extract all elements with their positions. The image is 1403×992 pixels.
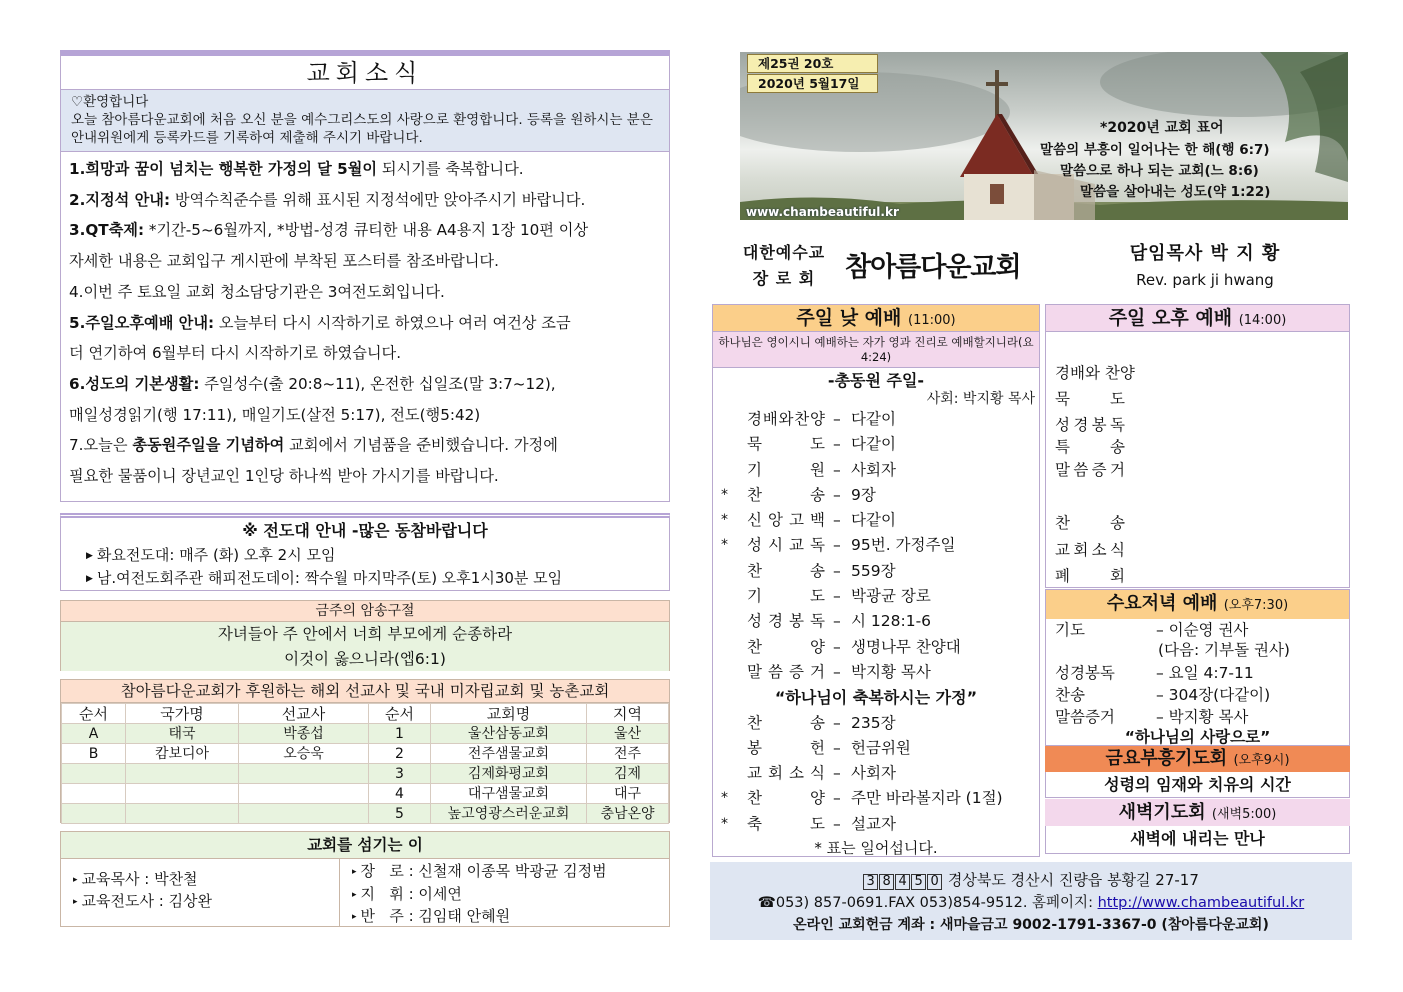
wednesday-row: (다음: 기부돌 권사) bbox=[1158, 641, 1290, 659]
senior-pastor: 담임목사 박 지 황 Rev. park ji hwang bbox=[1129, 243, 1281, 289]
news-item-1: 1.희망과 꿈이 넘치는 행복한 가정의 달 5월이 되시기를 축복합니다. bbox=[69, 160, 524, 178]
motto-line: 말씀의 부흥이 일어나는 한 해(행 6:7) bbox=[1040, 142, 1270, 158]
standing-mark: * bbox=[721, 790, 728, 807]
order-row: * 신 앙 고 백 – 다같이 bbox=[713, 508, 1039, 533]
afternoon-order-item: 말 씀 증 거 bbox=[1055, 461, 1125, 479]
church-address: 3 8 4 5 0 경상북도 경산시 진량읍 봉황길 27-17 bbox=[710, 868, 1352, 892]
order-item-name: 축 도 bbox=[747, 814, 825, 833]
order-item-name: 기 원 bbox=[747, 460, 825, 479]
welcome-heading: ♡환영합니다 bbox=[71, 94, 149, 110]
order-item-value: 559장 bbox=[851, 561, 896, 580]
bullet-triangle-icon: ▸ bbox=[73, 875, 78, 885]
order-row: 찬 송 – 235장 bbox=[713, 711, 1039, 736]
table-row: 5 높고영광스러운교회 충남온양 bbox=[62, 804, 669, 824]
order-item-name: 기 도 bbox=[747, 587, 825, 606]
friday-prayer-title: 금요부흥기도회 (오후9시) bbox=[1045, 746, 1350, 772]
dawn-prayer-title: 새벽기도회 (새벽5:00) bbox=[1045, 799, 1350, 826]
order-item-name: 경 배 와 찬 양 bbox=[747, 410, 825, 428]
news-item-5: 5.주일오후예배 안내: 오늘부터 다시 시작하기로 하였으나 여러 여건상 조금 bbox=[69, 313, 571, 332]
order-item-name: 교 회 소 식 bbox=[747, 764, 825, 783]
wednesday-row: 찬송 – 304장(다같이) bbox=[1055, 686, 1271, 704]
sunday-morning-title: 주일 낮 예배 (11:00) bbox=[713, 305, 1039, 332]
bullet-triangle-icon: ▸ bbox=[352, 889, 357, 900]
order-row: 교 회 소 식 – 사회자 bbox=[713, 761, 1039, 786]
standing-mark: * bbox=[721, 512, 728, 529]
order-row: 찬 송 – 559장 bbox=[713, 559, 1039, 584]
order-row: * 찬 송 – 9장 bbox=[713, 483, 1039, 508]
order-item-value: 헌금위원 bbox=[851, 738, 911, 757]
order-item-name: 말 씀 증 거 bbox=[747, 662, 825, 681]
news-item-3: 3.QT축제: *기간-5~6월까지, *방법-성경 큐티한 내용 A4용지 1장 10편 이상 bbox=[69, 221, 589, 240]
footer-contact bbox=[710, 862, 1352, 940]
order-item-value: 사회자 bbox=[851, 764, 896, 783]
welcome-message bbox=[61, 90, 669, 152]
order-item-value: 9장 bbox=[851, 485, 876, 504]
order-item-value: 박광균 장로 bbox=[851, 587, 931, 606]
order-item-name: 찬 양 bbox=[747, 789, 825, 808]
order-item-value: 주만 바라볼지라 (1절) bbox=[851, 789, 1003, 808]
motto-title: *2020년 교회 표어 bbox=[1100, 120, 1224, 136]
sermon-title: “하나님이 축복하시는 가정” bbox=[774, 688, 978, 708]
news-item-7-continued: 필요한 물품이니 장년교인 1인당 하나씩 받아 가시기를 바랍니다. bbox=[69, 467, 499, 486]
bullet-triangle-icon: ▶ bbox=[86, 551, 93, 561]
wednesday-title: 수요저녁 예배 (오후7:30) bbox=[1046, 590, 1349, 619]
order-of-service-continued bbox=[713, 711, 1039, 837]
news-item-6-continued: 매일성경읽기(행 17:11), 매일기도(살전 5:17), 전도(행5:42) bbox=[69, 405, 481, 424]
afternoon-order-item: 폐 회 bbox=[1055, 567, 1125, 585]
order-item-value: 95번. 가정주일 bbox=[851, 536, 956, 555]
order-row: 찬 양 – 생명나무 찬양대 bbox=[713, 635, 1039, 660]
order-item-name: 신 앙 고 백 bbox=[747, 511, 825, 530]
order-row: 경 배 와 찬 양 – 다같이 bbox=[713, 407, 1039, 432]
call-to-worship-verse: 하나님은 영이시니 예배하는 자가 영과 진리로 예배할지니라(요4:24) bbox=[713, 332, 1039, 368]
order-of-service bbox=[713, 407, 1039, 685]
afternoon-order-item: 특 송 bbox=[1055, 438, 1125, 456]
wednesday-row: 기도 – 이순영 권사 bbox=[1055, 621, 1249, 639]
order-item-value: 사회자 bbox=[851, 460, 896, 479]
news-item-7: 7.오늘은 총동원주일을 기념하여 교회에서 기념품을 준비했습니다. 가정에 bbox=[69, 436, 558, 455]
memory-verse-title: 금주의 암송구절 bbox=[61, 601, 669, 622]
order-row: * 축 도 – 설교자 bbox=[713, 812, 1039, 837]
servers-right-column: ▸ 장 로 : 신철재 이종목 박광균 김정범 ▸ 지 휘 : 이세연 ▸ 반 주 : 김임태 안혜원 bbox=[352, 862, 607, 925]
order-item-name: 봉 헌 bbox=[747, 738, 825, 757]
motto-line: 말씀을 살아내는 성도(약 1:22) bbox=[1080, 184, 1271, 200]
order-item-name: 성 시 교 독 bbox=[747, 536, 825, 555]
servers-section bbox=[60, 831, 670, 927]
afternoon-order-item: 찬 송 bbox=[1055, 514, 1125, 532]
date-badge: 2020년 5월17일 bbox=[747, 74, 878, 93]
standing-note: * 표는 일어섭니다. bbox=[814, 839, 938, 858]
wednesday-sermon: “하나님의 사랑으로” bbox=[1124, 728, 1271, 746]
missions-table bbox=[61, 703, 669, 824]
church-news-section bbox=[60, 50, 670, 502]
bullet-triangle-icon: ▸ bbox=[73, 897, 78, 907]
sunday-afternoon-service bbox=[1045, 304, 1350, 588]
wednesday-row: 성경봉독 – 요일 4:7-11 bbox=[1055, 664, 1254, 682]
afternoon-order-item: 경배와 찬양 bbox=[1055, 364, 1135, 382]
order-row: * 찬 양 – 주만 바라볼지라 (1절) bbox=[713, 786, 1039, 811]
dawn-prayer-text: 새벽에 내리는 만나 bbox=[1045, 826, 1350, 854]
standing-mark: * bbox=[721, 815, 728, 832]
table-row: 4 대구샘물교회 대구 bbox=[62, 784, 669, 804]
missions-title: 참아름다운교회가 후원하는 해외 선교사 및 국내 미자립교회 및 농촌교회 bbox=[61, 680, 669, 703]
order-item-value: 박지황 목사 bbox=[851, 662, 931, 681]
order-item-value: 다같이 bbox=[851, 410, 896, 428]
servers-left-column: ▸ 교육목사 : 박찬철 ▸ 교육전도사 : 김상완 bbox=[61, 859, 340, 927]
news-item-3-continued: 자세한 내용은 교회입구 게시판에 부착된 포스터를 참조바랍니다. bbox=[69, 252, 499, 271]
order-item-name: 찬 양 bbox=[747, 637, 825, 656]
order-item-name: 묵 도 bbox=[747, 435, 825, 454]
order-item-name: 찬 송 bbox=[747, 485, 825, 504]
offering-account: 온라인 교회헌금 계좌 : 새마을금고 9002-1791-3367-0 (참아름다운교회) bbox=[793, 917, 1269, 933]
order-item-name: 찬 송 bbox=[747, 561, 825, 580]
order-item-name: 찬 송 bbox=[747, 713, 825, 732]
evangelism-title: ※ 전도대 안내 -많은 동참바랍니다 bbox=[242, 521, 488, 540]
banner-url: www.chambeautiful.kr bbox=[746, 205, 899, 219]
bullet-triangle-icon: ▸ bbox=[352, 912, 357, 922]
table-row: A 태국 박종섭 1 울산삼동교회 울산 bbox=[62, 724, 669, 744]
church-name: 참아름다운교회 bbox=[845, 252, 1021, 283]
standing-mark: * bbox=[721, 537, 728, 554]
homepage-link[interactable]: http://www.chambeautiful.kr bbox=[1097, 895, 1305, 911]
phone-and-homepage: ☎053) 857-0691.FAX 053)854-9512. 홈페이지: http://www.chambeautiful.kr bbox=[757, 895, 1305, 911]
news-list bbox=[61, 152, 669, 492]
news-item-5-continued: 더 연기하여 6월부터 다시 시작하기로 하였습니다. bbox=[69, 344, 402, 363]
order-row: 묵 도 – 다같이 bbox=[713, 432, 1039, 457]
afternoon-order-item: 교 회 소 식 bbox=[1055, 541, 1125, 559]
welcome-body: 오늘 참아름다운교회에 처음 오신 분을 예수그리스도의 사랑으로 환영합니다. 등록을 원하시는 분은 안내위원에게 등록카드를 기록하여 제출해 주시기 바랍니다. bbox=[71, 112, 653, 146]
volume-badge: 제25권 20호 bbox=[747, 54, 878, 73]
denomination: 대한예수교 장 로 회 bbox=[742, 243, 826, 288]
sunday-afternoon-title: 주일 오후 예배 (14:00) bbox=[1046, 305, 1349, 332]
afternoon-order-item: 성 경 봉 독 bbox=[1055, 416, 1125, 434]
memory-verse-text: 자녀들아 주 안에서 너희 부모에게 순종하라 이것이 옳으니라(엡6:1) bbox=[61, 622, 669, 671]
church-news-title: 교회소식 bbox=[61, 56, 669, 90]
order-item-value: 설교자 bbox=[851, 814, 896, 833]
order-row: 말 씀 증 거 – 박지황 목사 bbox=[713, 660, 1039, 685]
evangelism-row: ▶ 화요전도대: 매주 (화) 오후 2시 모임 bbox=[86, 546, 336, 564]
table-row: B 캄보디아 오승욱 2 전주샘물교회 전주 bbox=[62, 744, 669, 764]
news-item-2: 2.지정석 안내: 방역수칙준수를 위해 표시된 지정석에만 앉아주시기 바랍니다. bbox=[69, 190, 586, 209]
wednesday-service bbox=[1045, 589, 1350, 746]
servers-title: 교회를 섬기는 이 bbox=[61, 832, 669, 859]
order-row: 기 원 – 사회자 bbox=[713, 458, 1039, 483]
friday-prayer-text: 성령의 임재와 치유의 시간 bbox=[1045, 772, 1350, 798]
memory-verse-section bbox=[60, 600, 670, 671]
bullet-triangle-icon: ▶ bbox=[86, 574, 93, 584]
order-row: 봉 헌 – 헌금위원 bbox=[713, 736, 1039, 761]
table-header-row: 순서 국가명 선교사 순서 교회명 지역 bbox=[62, 704, 669, 724]
presider: 사회: 박지황 목사 bbox=[926, 391, 1035, 407]
header-banner-image bbox=[740, 52, 1348, 220]
standing-mark: * bbox=[721, 486, 728, 503]
table-row: 3 김제화평교회 김제 bbox=[62, 764, 669, 784]
order-item-value: 235장 bbox=[851, 713, 896, 732]
order-item-value: 다같이 bbox=[851, 435, 896, 454]
wednesday-row: 말씀증거 – 박지황 목사 bbox=[1055, 708, 1249, 726]
order-row: * 성 시 교 독 – 95번. 가정주일 bbox=[713, 533, 1039, 558]
order-item-value: 생명나무 찬양대 bbox=[851, 637, 961, 656]
sunday-morning-service bbox=[712, 304, 1040, 857]
order-item-value: 다같이 bbox=[851, 511, 896, 530]
order-row: 기 도 – 박광균 장로 bbox=[713, 584, 1039, 609]
bullet-triangle-icon: ▸ bbox=[352, 867, 357, 877]
order-row: 성 경 봉 독 – 시 128:1-6 bbox=[713, 609, 1039, 634]
evangelism-section bbox=[60, 513, 670, 591]
news-item-4: 4.이번 주 토요일 교회 청소담당기관은 3여전도회입니다. bbox=[69, 282, 445, 301]
service-theme: -총동원 주일- bbox=[827, 371, 925, 390]
order-item-name: 성 경 봉 독 bbox=[747, 612, 825, 631]
missions-section bbox=[60, 679, 670, 823]
evangelism-row: ▶ 남.여전도회주관 해피전도데이: 짝수월 마지막주(토) 오후1시30분 모임 bbox=[86, 569, 563, 587]
afternoon-order-item: 묵 도 bbox=[1055, 390, 1125, 408]
order-item-value: 시 128:1-6 bbox=[851, 612, 932, 631]
motto-line: 말씀으로 하나 되는 교회(느 8:6) bbox=[1060, 163, 1259, 179]
news-item-6: 6.성도의 기본생활: 주일성수(출 20:8~11), 온전한 십일조(말 3:7~12), bbox=[69, 374, 556, 393]
